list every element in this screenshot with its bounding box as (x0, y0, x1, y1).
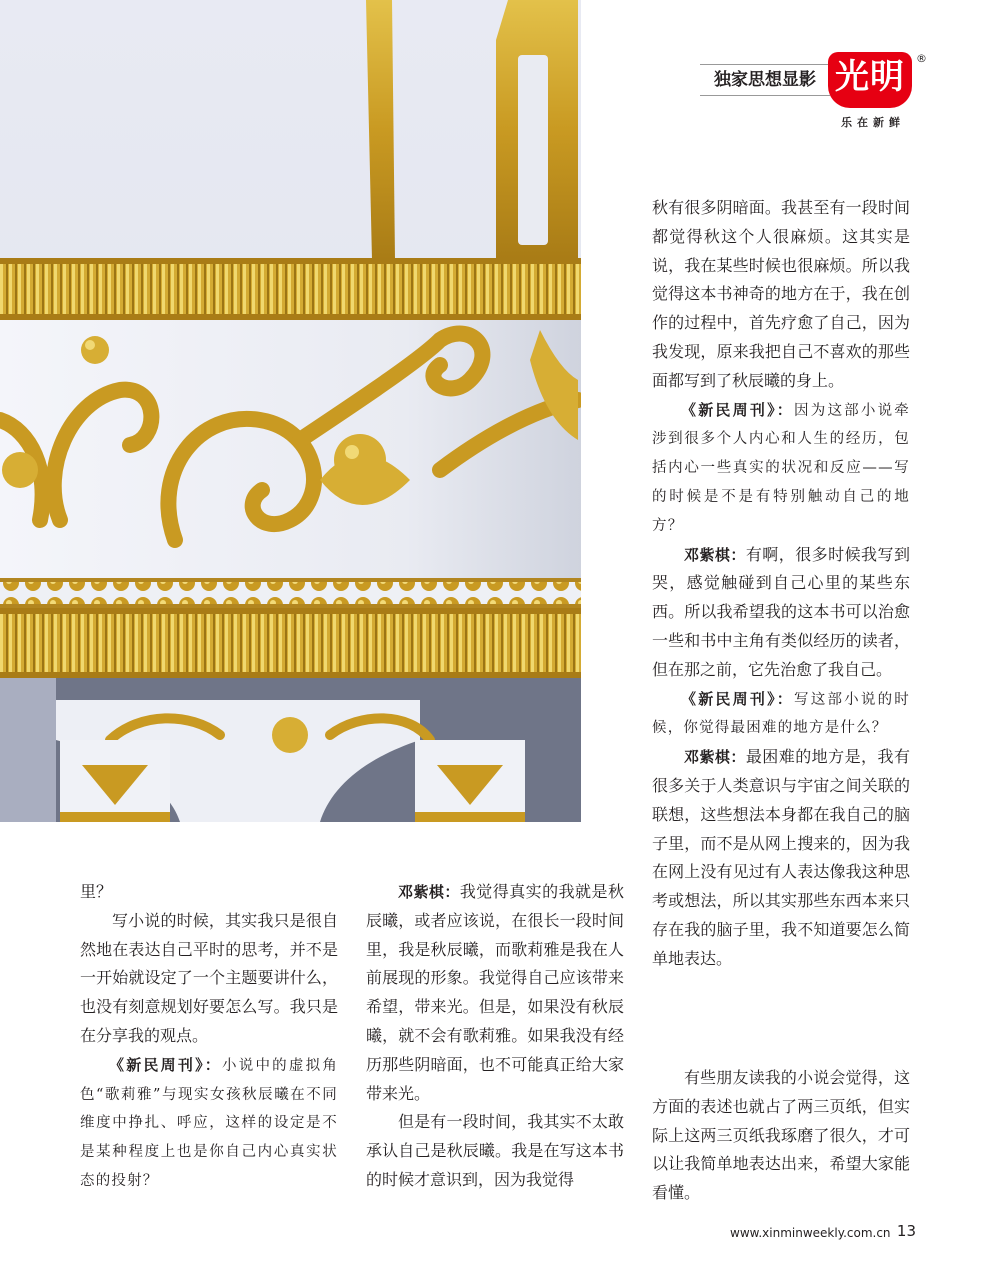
website-url[interactable]: www.xinminweekly.com.cn (730, 1226, 891, 1240)
body-paragraph (652, 194, 910, 396)
paragraph-text: 有些朋友读我的小说会觉得，这方面的表述也就占了两三页纸，但实际上这两三页纸我琢磨了很久，才可以让我简单地表达出来，希望大家能看懂。 (652, 1068, 910, 1203)
paragraph-text: 有啊，很多时候我写到哭，感觉触碰到自己心里的某些东西。所以我希望我的这本书可以治愈一些和书中主角有类似经历的读者，但在那之前，它先治愈了我自己。 (652, 544, 910, 679)
interview-question (652, 685, 910, 744)
speaker-label: 邓紫棋： (684, 545, 746, 564)
paragraph-text: 里？ (80, 882, 113, 901)
registered-mark: ® (916, 52, 927, 65)
paragraph-text: 我觉得真实的我就是秋辰曦，或者应该说，在很长一段时间里，我是秋辰曦，而歌莉雅是我在人前展现的形象。我觉得自己应该带来希望，带来光。但是，如果没有秋辰曦，就不会有歌莉雅。如果我没有经历那些阴暗面，也不可能真正给大家带来光。 (366, 882, 624, 1103)
interview-question (652, 396, 910, 541)
ornate-gold-furniture-icon (0, 0, 581, 822)
paragraph-text: 写这部小说的时候，你觉得最困难的地方是什么？ (652, 691, 911, 737)
text-column-right-bottom (652, 1064, 910, 1208)
speaker-label: 《新民周刊》： (681, 689, 795, 708)
brand-header (700, 52, 940, 132)
paragraph-text: 因为这部小说牵涉到很多个人内心和人生的经历，包括内心一些真实的状况和反应——写的时候是不是有特别触动自己的地方？ (652, 402, 911, 534)
body-paragraph (80, 907, 338, 1051)
interview-answer (652, 541, 910, 685)
guangming-logo-icon: 光明 (828, 52, 912, 108)
brand-tagline: 乐在新鲜 (841, 116, 905, 129)
speaker-label: 《新民周刊》： (109, 1055, 223, 1074)
speaker-label: 邓紫棋： (398, 883, 460, 901)
page-number: 13 (896, 1222, 916, 1240)
body-paragraph (652, 1064, 910, 1208)
speaker-label: 《新民周刊》： (681, 400, 795, 419)
furniture-photo (0, 0, 581, 822)
interview-answer (652, 743, 910, 973)
interview-answer (366, 878, 624, 1108)
text-column-left (80, 878, 338, 1196)
brand-slogan: 独家思想显影 (700, 64, 830, 96)
paragraph-text: 写小说的时候，其实我只是很自然地在表达自己平时的思考，并不是一开始就设定了一个主题要讲什么，也没有刻意规划好要怎么写。我只是在分享我的观点。 (80, 910, 338, 1045)
text-column-right-top (652, 194, 910, 1062)
body-paragraph (80, 878, 338, 907)
paragraph-text: 秋有很多阴暗面。我甚至有一段时间都觉得秋这个人很麻烦。这其实是说，我在某些时候也很麻烦。所以我觉得这本书神奇的地方在于，我在创作的过程中，首先疗愈了自己，因为我发现，原来我把自己不喜欢的那些面都写到了秋辰曦的身上。 (652, 198, 910, 390)
speaker-label: 邓紫棋： (684, 748, 746, 767)
body-paragraph (366, 1108, 624, 1194)
paragraph-text: 但是有一段时间，我其实不太敢承认自己是秋辰曦。我是在写这本书的时候才意识到，因为我觉得 (366, 1112, 624, 1189)
interview-question (80, 1051, 338, 1196)
text-column-middle (366, 878, 624, 1195)
page-footer (730, 1224, 916, 1242)
paragraph-text: 最困难的地方是，我有很多关于人类意识与宇宙之间关联的联想，这些想法本身都在我自己的脑子里，而不是从网上搜来的，因为我在网上没有见过有人表达像我这种思考或想法，所以其实那些东西本来只存在我的脑子里，我不知道要怎么简单地表达。 (652, 747, 910, 968)
paragraph-text: 小说中的虚拟角色“歌莉雅”与现实女孩秋辰曦在不同维度中挣扎、呼应，这样的设定是不是某种程度上也是你自己内心真实状态的投射？ (80, 1057, 339, 1189)
